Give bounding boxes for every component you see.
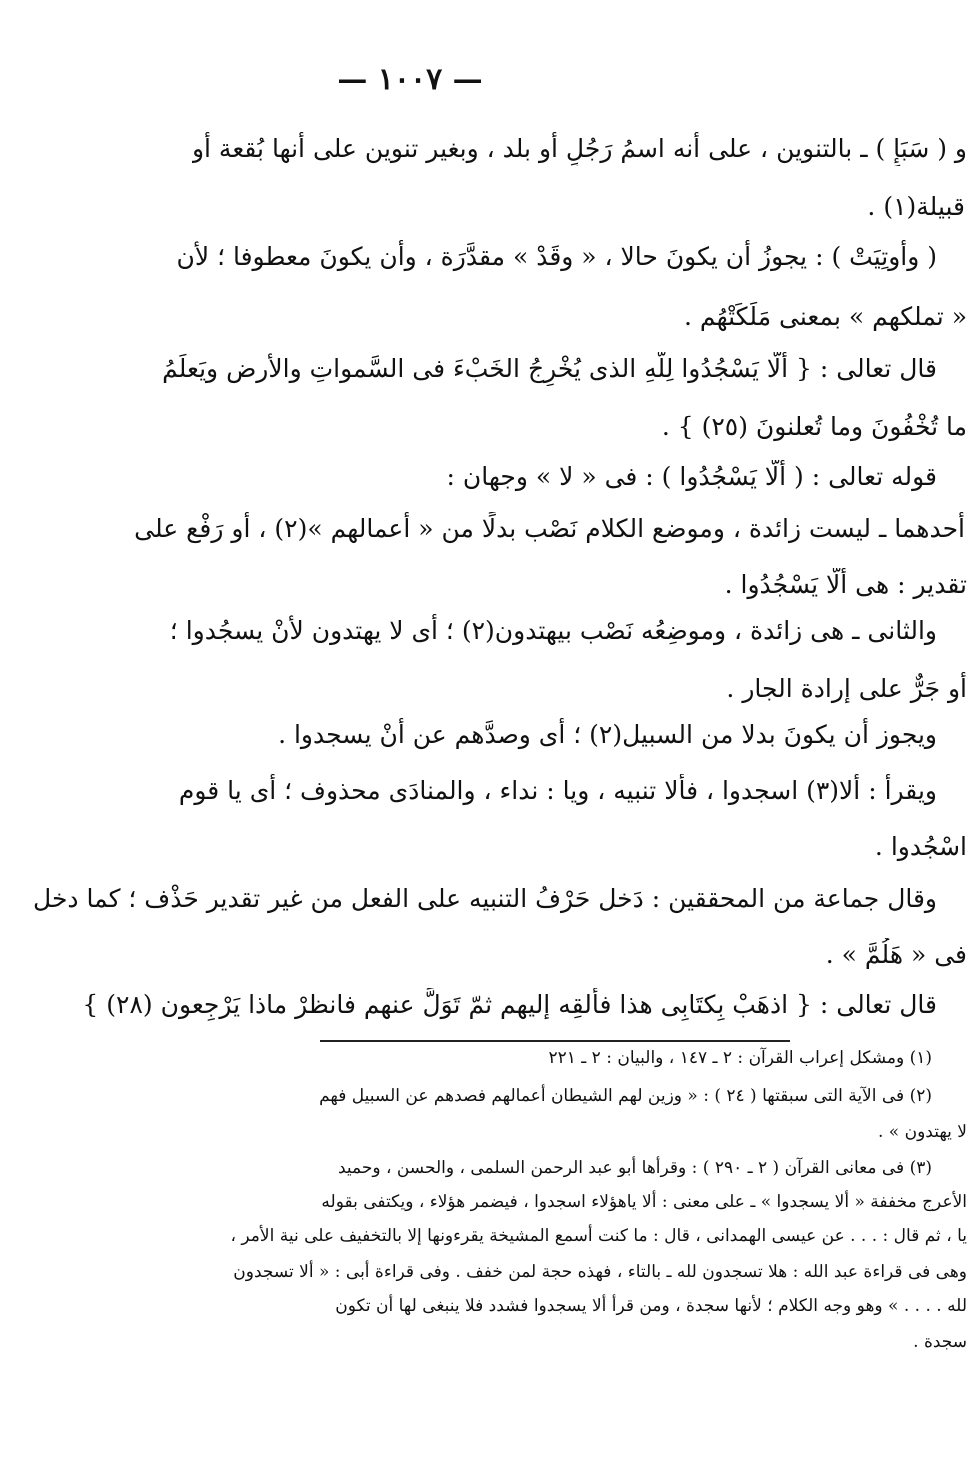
body-line: « تملكهم » بمعنى مَلَكَتْهُم . — [684, 302, 967, 331]
body-line: وقال جماعة من المحققين : دَخل حَرْفُ التنبيه على الفعل من غير تقدير حَذْف ؛ كما دخل — [33, 884, 937, 913]
footnote-line: لا يهتدون » . — [877, 1122, 967, 1142]
footnote-line: سجدة . — [913, 1332, 967, 1352]
body-line: أو جَرٌّ على إرادة الجار . — [726, 674, 967, 703]
footnote-line: يا ، ثم قال : . . . عن عيسى الهمدانى ، قال : ما كنت أسمع المشيخة يقرءونها إلا بالتخفيف على نية الأمر ، — [230, 1226, 967, 1246]
body-line: والثانى ـ هى زائدة ، وموضِعُه نَصْب بيهتدون(٢) ؛ أى لا يهتدون لأنْ يسجُدوا ؛ — [169, 616, 937, 645]
body-line: قوله تعالى : ( أَلَّا يَسْجُدُوا ) : فى « لا » وجهان : — [446, 462, 937, 491]
body-line: فى « هَلُمَّ » . — [825, 940, 967, 969]
body-line: تقدير : هى أَلَّا يَسْجُدُوا . — [724, 570, 967, 599]
body-line: قال تعالى : { أَلَّا يَسْجُدُوا لِلَّهِ الذى يُخْرِجُ الخَبْءَ فى السَّمواتِ والأرضِ ويَعلَمُ — [162, 354, 937, 383]
footnote-line: (١) ومشكل إعراب القرآن : ٢ ـ ١٤٧ ، والبيان : ٢ ـ ٢٢١ — [548, 1048, 932, 1068]
footnote-line: الأعرج مخففة « ألا يسجدوا » ـ على معنى : ألا ياهؤلاء اسجدوا ، فيضمر هؤلاء ، ويكتفى بقوله — [321, 1192, 967, 1212]
body-line: ويجوز أن يكونَ بدلا من السبيل(٢) ؛ أى وصدَّهم عن أنْ يسجدوا . — [278, 720, 937, 749]
body-line: قال تعالى : { اذهَبْ بِكتَابِى هذا فألقِه إليهم ثمّ تَوَلَّ عنهم فانظرْ ماذا يَرْجِعون (٢٨) } — [82, 990, 937, 1019]
footnote-divider — [320, 1040, 790, 1042]
body-line: اسْجُدوا . — [874, 832, 967, 861]
body-line: أحدهما ـ ليست زائدة ، وموضع الكلام نَصْب بدلًا من « أعمالهم »(٢) ، أو رَفْع على — [134, 514, 965, 543]
body-line: ( وأُوتِيَتْ ) : يجوزُ أن يكونَ حالا ، « وقَدْ » مقدَّرَة ، وأن يكونَ معطوفا ؛ لأن — [176, 242, 937, 271]
body-line: قبيلة(١) . — [867, 192, 965, 221]
footnote-line: (٣) فى معانى القرآن ( ٢ ـ ٢٩٠ ) : وقرأها أبو عبد الرحمن السلمى ، والحسن ، وحميد — [337, 1158, 932, 1178]
footnote-line: لله . . . . » وهو وجه الكلام ؛ لأنها سجدة ، ومن قرأ ألا يسجدوا فشدد فلا ينبغى لها أن تكون — [335, 1296, 967, 1316]
footnote-line: (٢) فى الآية التى سبقتها ( ٢٤ ) : « وزين لهم الشيطان أعمالهم فصدهم عن السبيل فهم — [319, 1086, 932, 1106]
page-number: — ١٠٠٧ — — [337, 62, 483, 97]
body-line: ويقرأ : ألا(٣) اسجدوا ، فألا تنبيه ، ويا : نداء ، والمنادَى محذوف ؛ أى يا قوم — [178, 776, 937, 805]
body-line: و ( سَبَإٍ ) ـ بالتنوين ، على أنه اسمُ رَجُلٍ أو بلد ، وبغير تنوين على أنها بُقعة أو — [191, 134, 967, 163]
footnote-line: وهى فى قراءة عبد الله : هلا تسجدون لله ـ بالتاء ، فهذه حجة لمن خفف . وفى قراءة أبى : « ألا تسجدون — [233, 1262, 967, 1282]
body-line: ما تُخْفُونَ وما تُعلنونَ (٢٥) } . — [661, 412, 967, 441]
